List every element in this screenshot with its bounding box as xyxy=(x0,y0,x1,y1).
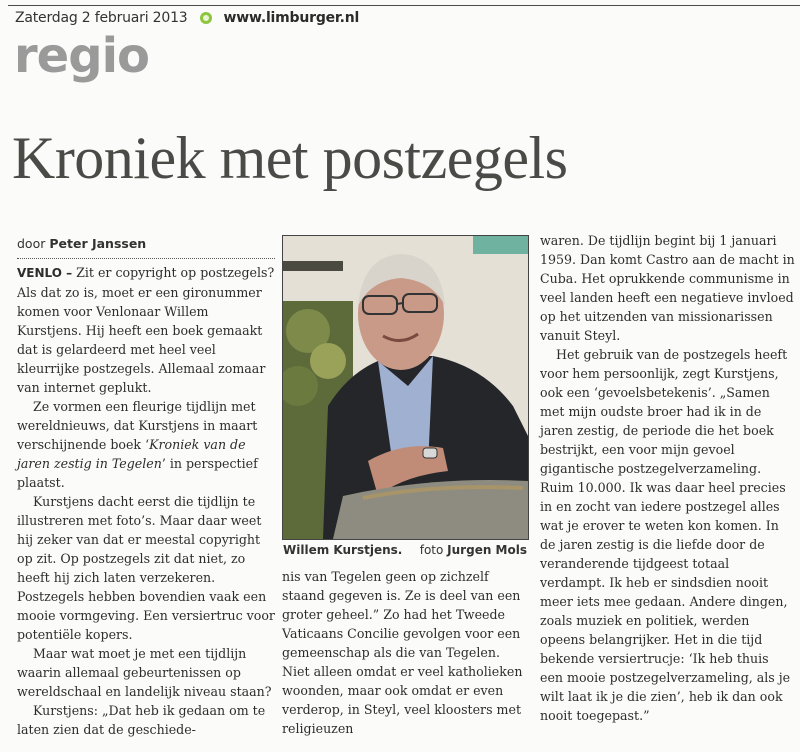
paragraph: Maar wat moet je met een tijdlijn waarin allemaal gebeurtenissen op wereldschaal en landelijk niveau staan? xyxy=(17,646,272,699)
photo-credit: foto Jurgen Mols xyxy=(419,543,527,557)
paragraph: Kurstjens: „Dat heb ik gedaan om te laten zien dat de geschiede- xyxy=(17,703,266,737)
photographer-name: Jurgen Mols xyxy=(447,543,527,557)
article-headline: Kroniek met postzegels xyxy=(12,125,568,191)
section-title: regio xyxy=(14,28,150,84)
green-circle-icon xyxy=(200,12,212,24)
article-column-3 xyxy=(540,231,795,725)
author-name: Peter Janssen xyxy=(49,236,147,251)
portrait-image xyxy=(283,236,528,539)
article-column-1 xyxy=(17,263,275,739)
paragraph-lede: VENLO – Zit er copyright op postzegels? Als dat zo is, moet er een gironummer komen voor Venlonaar Willem Kurstjens. Hij heeft een boek gemaakt dat is gelardeerd met heel veel kleurrijke postzegels. Allemaal zomaar van internet geplukt. xyxy=(17,265,275,395)
byline-divider xyxy=(17,258,275,259)
caption-subject: Willem Kurstjens. xyxy=(283,543,403,557)
issue-date: Zaterdag 2 februari 2013 xyxy=(15,10,188,26)
paragraph: Ze vormen een fleurige tijdlijn met wereldnieuws, dat Kurstjens in maart verschijnende boek ‘Kroniek van de jaren zestig in Tegelen’ in perspectief plaatst. xyxy=(17,399,258,490)
top-rule xyxy=(8,5,800,6)
paragraph: Het gebruik van de postzegels heeft voor hem persoonlijk, zegt Kurstjens, ook een ‘gevoelsbetekenis’. „Samen met mijn oudste broer had ik in de jaren zestig, de periode die het boek bestrijkt, een voor mijn gevoel gigantische postzegelverzameling. Ruim 10.000. Ik was daar heel precies in en zocht van iedere postzegel alles wat je erover te weten kon komen. In de jaren zestig is die liefde door de veranderende tijdgeest totaal verdampt. Ik heb er sindsdien nooit meer iets mee gedaan. Andere dingen, zoals muziek en politiek, werden opeens belangrijker. Het in die tijd bekende versiertrucje: ‘Ik heb thuis een mooie postzegelverzameling, als je wilt laat ik je die zien’, heb ik dan ook nooit toegepast.” xyxy=(540,347,791,723)
article-photo xyxy=(282,235,529,540)
dateline-location: VENLO – xyxy=(17,266,73,280)
page-header xyxy=(15,10,359,26)
byline xyxy=(17,236,146,251)
book-title: Kroniek van de jaren zestig in Tegelen xyxy=(17,437,246,471)
byline-prefix: door xyxy=(17,236,46,251)
paragraph: Kurstjens dacht eerst die tijdlijn te illustreren met foto’s. Maar daar weet hij zeker van dat er meestal copyright op zit. Op postzegels zit dat niet, zo heeft hij zich laten verzekeren. Postzegels hebben bovendien vaak een mooie vormgeving. Een versiertruc voor potentiële kopers. xyxy=(17,494,275,642)
website-link[interactable]: www.limburger.nl xyxy=(223,10,360,26)
paragraph: nis van Tegelen geen op zichzelf staand gegeven is. Ze is deel van een groter geheel.” Zo had het Tweede Vaticaans Concilie gevolgen voor een gemeenschap als die van Tegelen. Niet alleen omdat er veel katholieken woonden, maar ook omdat er even verderop, in Steyl, veel kloosters met religieuzen xyxy=(282,569,523,736)
article-column-2 xyxy=(282,567,528,738)
paragraph: waren. De tijdlijn begint bij 1 januari 1959. Dan komt Castro aan de macht in Cuba. Het oprukkende communisme in veel landen heeft een negatieve invloed op het uitzenden van missionarissen vanuit Steyl. xyxy=(540,233,795,343)
photo-caption xyxy=(283,543,527,557)
